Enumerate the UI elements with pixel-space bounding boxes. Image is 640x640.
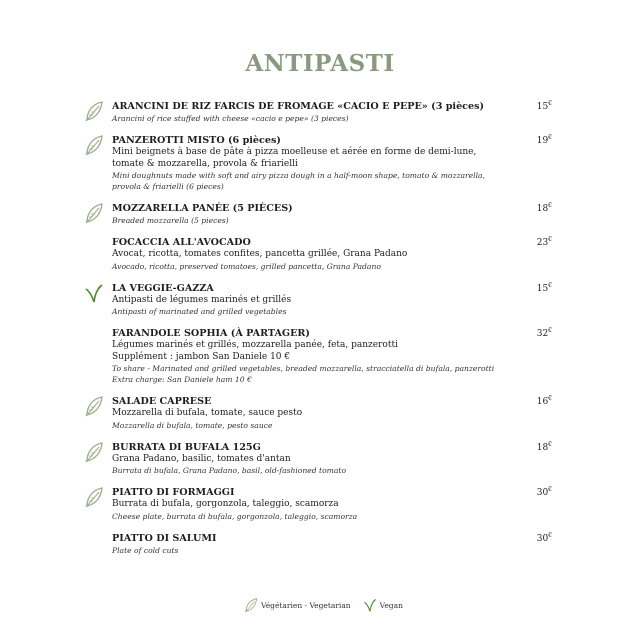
item-name	[112, 395, 530, 408]
item-description-fr: Mini beignets à base de pâte à pizza moelleuse et aérée en forme de demi-lune,	[112, 147, 477, 157]
item-description-fr: Mozzarella di bufala, tomate, sauce pesto	[112, 408, 303, 418]
price-value: 18	[536, 442, 549, 453]
item-price	[537, 532, 552, 544]
price-value: 15	[536, 283, 549, 294]
price-value: 15	[536, 102, 549, 112]
item-description-en: Breaded mozzarella (5 pieces)	[112, 216, 229, 225]
item-price	[537, 236, 552, 248]
price-value: 30	[536, 533, 549, 544]
item-price	[537, 395, 552, 407]
currency-symbol: €	[548, 531, 552, 539]
item-description-fr: Grana Padano, basilic, tomates d'antan	[112, 453, 291, 464]
menu-item	[0, 532, 640, 556]
item-title: PIATTO DI SALUMI	[112, 532, 217, 544]
currency-symbol: €	[548, 134, 552, 141]
item-title: PANZEROTTI MISTO	[112, 135, 225, 146]
vegetarian-leaf-icon	[244, 597, 258, 613]
item-price	[537, 327, 552, 339]
item-price	[537, 134, 552, 146]
item-quantity: (6 pièces)	[228, 135, 281, 146]
item-name	[112, 236, 530, 249]
price-value: 18	[536, 204, 549, 214]
item-name	[112, 134, 530, 147]
item-description-en: provola & friarielli (6 pieces)	[112, 182, 224, 191]
item-title: ARANCINI DE RIZ FARCIS DE FROMAGE «CACIO E PEPE»	[112, 101, 428, 112]
item-price	[537, 100, 552, 112]
item-title: LA VEGGIE-GAZZA	[112, 282, 214, 294]
item-description-en: Cheese plate, burrata di bufala, gorgonzola, taleggio, scamorza	[112, 511, 358, 521]
menu-items-list	[0, 100, 640, 566]
menu-item	[0, 202, 640, 226]
item-price	[537, 202, 552, 214]
currency-symbol: €	[548, 236, 552, 243]
legend-vegetarian-label: Végétarien - Vegetarian	[261, 600, 351, 610]
item-quantity: (3 pièces)	[431, 101, 485, 112]
price-value: 32	[536, 329, 549, 339]
item-price	[537, 441, 552, 453]
vegan-icon	[84, 282, 104, 304]
currency-symbol: €	[548, 486, 552, 493]
vegetarian-leaf-icon	[84, 134, 104, 156]
item-title: SALADE CAPRESE	[112, 396, 212, 407]
currency-symbol: €	[548, 395, 552, 402]
menu-item	[0, 395, 640, 431]
menu-item	[0, 486, 640, 522]
item-name	[112, 202, 530, 215]
item-description-fr: Supplément : jambon San Daniele 10 €	[112, 351, 291, 362]
legend-vegan-label: Vegan	[379, 600, 403, 610]
item-title: MOZZARELLA PANÉE (5 PIÈCES)	[112, 203, 293, 214]
currency-symbol: €	[548, 281, 552, 289]
item-name	[112, 486, 530, 499]
menu-item	[0, 236, 640, 272]
item-title: PIATTO DI FORMAGGI	[112, 487, 235, 498]
currency-symbol: €	[548, 327, 552, 334]
price-value: 23	[536, 238, 549, 248]
menu-item	[0, 134, 640, 192]
item-title: FARANDOLE SOPHIA (À PARTAGER)	[112, 328, 310, 339]
item-title: BURRATA DI BUFALA 125G	[112, 441, 261, 453]
item-description-en: Mini doughnuts made with soft and airy pizza dough in a half-moon shape, tomato & mozzarella,	[112, 171, 485, 180]
item-name	[112, 327, 530, 340]
item-description-fr: Burrata di bufala, gorgonzola, taleggio, scamorza	[112, 499, 339, 509]
menu-item	[0, 100, 640, 124]
item-description-en: Antipasti of marinated and grilled vegetables	[112, 307, 287, 316]
item-name	[112, 532, 530, 545]
diet-legend	[244, 597, 403, 613]
currency-symbol: €	[548, 440, 552, 448]
vegetarian-leaf-icon	[84, 395, 104, 417]
price-value: 16	[536, 397, 549, 407]
item-description-en: Plate of cold cuts	[112, 545, 179, 555]
item-name	[112, 441, 530, 454]
item-price	[537, 282, 552, 294]
vegetarian-leaf-icon	[84, 202, 104, 224]
item-description-fr: tomate & mozzarella, provola & friarielli	[112, 158, 298, 169]
item-name	[112, 100, 530, 113]
vegetarian-leaf-icon	[84, 441, 104, 463]
menu-item	[0, 441, 640, 477]
item-description-en: Avocado, ricotta, preserved tomatoes, grilled pancetta, Grana Padano	[112, 261, 381, 271]
vegetarian-leaf-icon	[84, 486, 104, 508]
item-description-en: Arancini of rice stuffed with cheese «cacio e pepe» (3 pieces)	[112, 114, 349, 123]
price-value: 30	[536, 488, 549, 498]
menu-item	[0, 282, 640, 318]
item-price	[537, 486, 552, 498]
item-description-fr: Avocat, ricotta, tomates confites, pancetta grillée, Grana Padano	[112, 249, 408, 259]
item-description-fr: Légumes marinés et grillés, mozzarella panée, feta, panzerotti	[112, 340, 398, 350]
item-description-en: Extra charge: San Daniele ham 10 €	[112, 375, 252, 384]
menu-section-title: ANTIPASTI	[245, 50, 395, 77]
item-description-en: Mozzarella di bufala, tomate, pesto sauce	[112, 420, 273, 430]
item-description-en: Burrata di bufala, Grana Padano, basil, old-fashioned tomato	[112, 466, 347, 475]
currency-symbol: €	[548, 202, 552, 209]
item-description-fr: Antipasti de légumes marinés et grillés	[112, 294, 292, 305]
currency-symbol: €	[548, 100, 552, 107]
vegan-icon	[363, 597, 377, 613]
item-description-en: To share - Marinated and grilled vegetables, breaded mozzarella, stracciatella di bufala, panzerotti	[112, 364, 495, 373]
menu-item	[0, 327, 640, 385]
item-name	[112, 282, 530, 295]
vegetarian-leaf-icon	[84, 100, 104, 122]
item-title: FOCACCIA ALL'AVOCADO	[112, 237, 251, 248]
price-value: 19	[536, 136, 549, 146]
